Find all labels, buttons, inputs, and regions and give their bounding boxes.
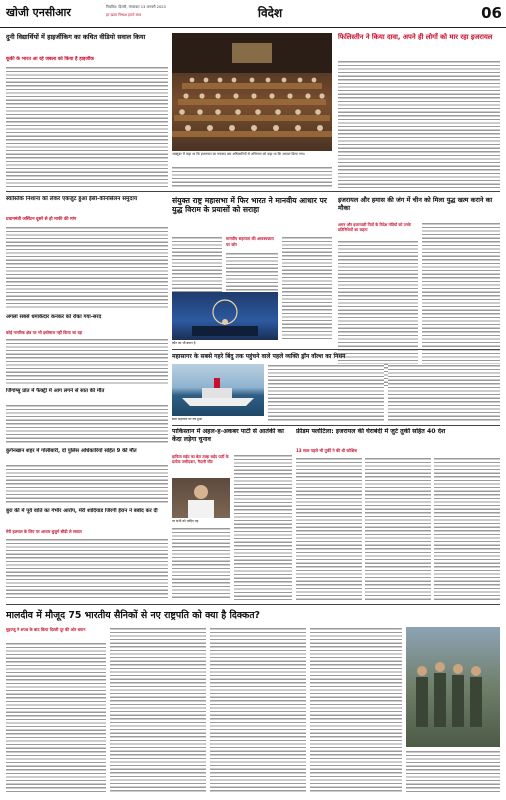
body-a12c — [434, 457, 500, 600]
headline-a6: अगला सबसे धमाकेदार कनकर को रोका गया-सरद — [6, 314, 102, 320]
body-a7b — [388, 364, 500, 422]
masthead — [0, 0, 506, 28]
body-a13e — [406, 750, 500, 794]
sidebar-a4: मानवीय सहायता की आवश्यकता पर जोर — [226, 236, 274, 247]
body-a13a — [6, 642, 106, 794]
subhead-a10: मेरी हलचल के लिए पर आधार बुजुर्ग सीडी ले सवाल — [6, 529, 82, 534]
subhead-a11: हाफिज सईद का बेटा तल्हा सईद पार्टी के प्रत्येक उम्मीदवार, मैदानी सीट — [172, 454, 229, 465]
headline-a4: संयुक्त राष्ट्र महासभा में फिर भारत ने मानवीय आधार पर युद्ध विराम के प्रयासों को सराहा — [172, 196, 327, 214]
small-photo — [172, 478, 230, 518]
headline-a3: स्वास्तिक निशाना को लेकर एकजुट हुआ ईसी-कौनसिलन समुदाय — [6, 196, 138, 202]
subhead-a1: कूकी के भारत आ रहे जबला को किया है हाइर्जीक — [6, 57, 94, 62]
body-a10 — [6, 538, 168, 600]
body-a13c — [210, 627, 306, 794]
headline-a5: इजरायल और हमास की जंग में चीन को मिला युद्ध खत्म कराने का मौका — [338, 196, 493, 212]
subhead-a13: मुइज्जू ने शपथ के बाद किया दिल्ली दूर की ओर बयान — [6, 627, 86, 632]
caption-small: पर सभी को चाहिए यह — [172, 519, 199, 523]
caption-assembly: अक्तूबर में कहा था कि इजरायल का मकसद बस अधिकारियों से अभियान को कहा था कि आपात किया गया। — [172, 152, 305, 156]
masthead-date: नियमित: दिल्ली, मंगलवार 13 जनवरी 2023 — [106, 5, 166, 9]
soldiers-photo — [406, 627, 500, 747]
headline-a12: फ्रीडम फ्लोटिला: इजरायल की घेराबंदी में जुटे तुर्की सहित 40 देश — [296, 428, 446, 435]
body-a7a — [268, 364, 384, 422]
body-a13d — [310, 627, 402, 794]
subhead-a5: अमन और इजरायली पियों के विदेश मंत्रियों को उनके प्रतिनिधियों का कहना — [338, 222, 411, 233]
headline-a9: कुर्गनखान शहर में गोलीबारी, दो पुलिस अधिकारियों सहित 9 की मौत — [6, 448, 137, 454]
subhead-a12: 13 साल पहले भी तुर्की ने की थी कोशिश — [296, 448, 358, 453]
headline-a7: महासागर के सबसे गहरे बिंदु तक पहुंचने वाले पहले व्यक्ति ड्रॉन वॉल्श का निधन — [172, 353, 346, 360]
body-a12b — [365, 457, 431, 600]
page-number: 06 — [481, 4, 502, 22]
body-a3 — [6, 226, 168, 310]
assembly-photo — [172, 33, 332, 151]
divider-lower — [172, 425, 500, 426]
body-a12a — [296, 457, 362, 600]
section-title: विदेश — [257, 6, 283, 20]
caption-ship: सारा सहायता पर नष्ट हुआ — [172, 417, 203, 421]
body-a11b — [234, 454, 292, 600]
masthead-tagline: हर ख़बर निष्पक्ष हमारे साथ — [106, 13, 142, 17]
un-photo — [172, 292, 278, 340]
headline-a1: दुनी विद्यार्थियों में हाइर्जीकिग का कथित वीडियो सवाल किया — [6, 33, 146, 41]
masthead-logo: खोजी एनसीआर — [6, 6, 71, 19]
body-a1 — [6, 66, 168, 188]
body-a13b — [110, 627, 206, 794]
ship-photo — [172, 364, 264, 416]
headline-a8: जिंगांग्सु प्रांत में फैक्ट्री में आग लगने से सात की मौत — [6, 388, 105, 394]
headline-a11: पाकिस्तान में अहल-ह-अकबर पार्टी से आतंकी का केंदा लड़ेगा चुनाव — [172, 428, 284, 443]
body-a9 — [6, 464, 168, 504]
body-a8 — [6, 404, 168, 444]
divider — [6, 191, 500, 192]
body-a11a — [172, 527, 230, 600]
headline-a10: बुरा की में पूर्व वाति का गंभीर आरोप, मेरी शादियाड जिरगी ईरान ने बर्बाद कर दी — [6, 508, 158, 514]
divider-bottom — [6, 604, 500, 605]
headline-a13: मालदीव में मौजूद 75 भारतीय सैनिकों से नए राष्ट्रपति को क्या है दिक्कत? — [6, 610, 261, 621]
headline-a2: फिलिस्तीन ने किया दावा, अपने ही लोगों को मार रहा इजरायल — [338, 33, 493, 41]
body-a2 — [338, 60, 500, 188]
body-a6 — [6, 338, 168, 384]
body-a1b — [172, 166, 332, 188]
caption-un: कौन का भी बयान है — [172, 341, 196, 345]
divider-a7 — [172, 349, 500, 350]
body-a4c — [282, 236, 332, 340]
subhead-a6: कोई नागरिक क्षेत्र पर भी इस्तेमाल नहीं किया जा रहा — [6, 330, 83, 335]
subhead-a3: प्रधानमंत्री जसिंटन दूसरे से हो माफी की मांग — [6, 217, 77, 222]
